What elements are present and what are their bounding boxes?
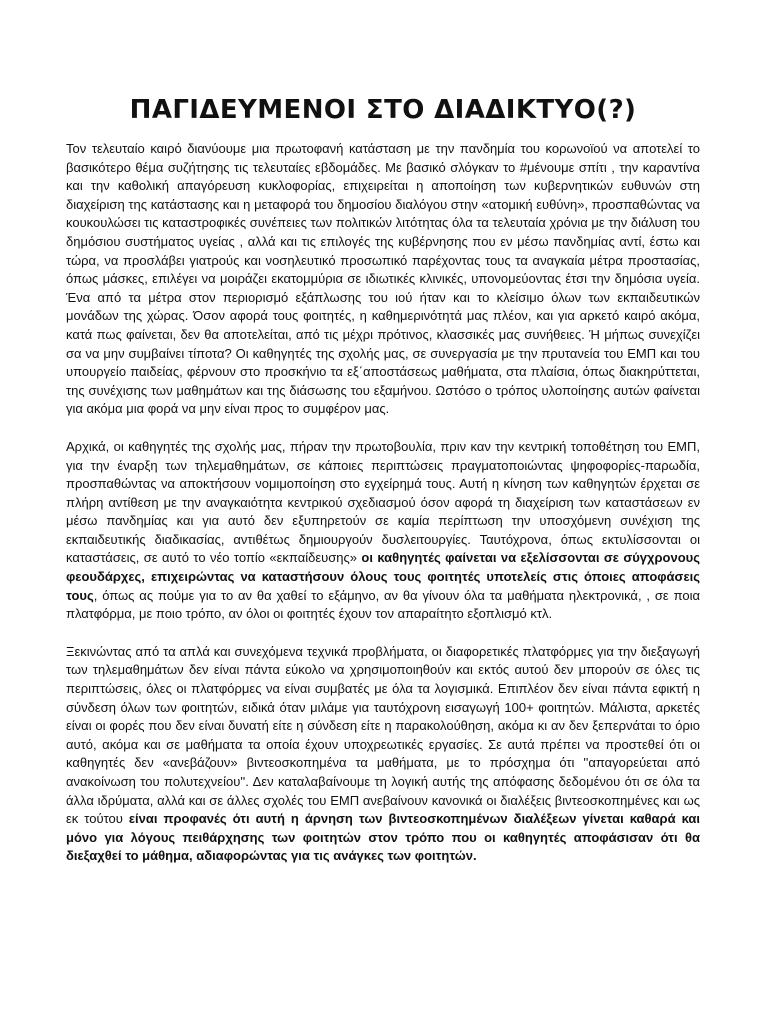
document-title: ΠΑΓΙΔΕΥΜΕΝΟΙ ΣΤΟ ΔΙΑΔΙΚΤΥΟ(?)	[129, 95, 637, 125]
paragraph-1	[66, 140, 700, 419]
paragraph-2-text-start: Αρχικά, οι καθηγητές της σχολής μας, πήραν την πρωτοβουλία, πριν καν την κεντρική τοποθέτηση του ΕΜΠ, για την έναρξη των τηλεμαθημάτων, σε κάποιες περιπτώσεις πραγματοποιώντας ψηφοφορίες-παρωδία, προσπαθώντας να αποκτήσουν νομιμοποίηση στο εγχείρημά τους. Αυτή η κίνηση των καθηγητών έρχεται σε πλήρη αντίθεση με την αναγκαιότητα κεντρικού σχεδιασμού όσον αφορά τη διαχείριση των καταστάσεων εν μέσω πανδημίας και για αυτό δεν εξυπηρετούν σε καμία περίπτωση την υποσχόμενη συνέχιση της εκπαιδευτικής διαδικασίας, αντιθέτως δημιουργούν δυσλειτουργίες. Ταυτόχρονα, όπως εκτυλίσσονται οι καταστάσεις, σε αυτό το νέο τοπίο «εκπαίδευσης»	[66, 438, 700, 566]
paragraph-3-text-start: Ξεκινώντας από τα απλά και συνεχόμενα τεχνικά προβλήματα, οι διαφορετικές πλατφόρμες για την διεξαγωγή των τηλεμαθημάτων δεν είναι πάντα εύκολο να χρησιμοποιηθούν και εκτός αυτού δεν μπορούν σε όλες τις περιπτώσεις, όλες οι πλατφόρμες να είναι συμβατές με όλα τα λογισμικά. Επιπλέον δεν είναι πάντα εφικτή η σύνδεση όλων των φοιτητών, ειδικά όταν μιλάμε για ταυτόχρονη εισαγωγή 100+ φοιτητών. Μάλιστα, αρκετές είναι οι φορές που δεν είναι δυνατή είτε η σύνδεση είτε η παρακολούθηση, ακόμα κι αν δεν ξεπερνάται το όριο αυτό, ακόμα και σε μαθήματα τα οποία έχουν υποχρεωτικές εργασίες. Σε αυτά πρέπει να προστεθεί ότι οι καθηγητές δεν «ανεβάζουν» βιντεοσκοπημένα τα μαθήματα, με το πρόσχημα ότι ''απαγορεύεται από ανακοίνωση του πολυτεχνείου''. Δεν καταλαβαίνουμε τη λογική αυτής της απόφασης δεδομένου ότι σε όλα τα άλλα ιδρύματα, αλλά και σε άλλες σχολές του ΕΜΠ ανεβαίνουν κανονικά οι διαλέξεις βιντεοσκοπημένες και ως εκ τούτου	[66, 643, 700, 827]
paragraph-3	[66, 643, 700, 866]
paragraph-2	[66, 438, 700, 624]
paragraph-2-bold-text: οι καθηγητές φαίνεται να εξελίσσονται σε σύγχρονους φεουδάρχες, επιχειρώντας να καταστήσουν όλους τους φοιτητές υποτελείς στις όποιες αποφάσεις τους	[66, 550, 700, 603]
document-page	[66, 94, 700, 866]
paragraph-2-text-end: , όπως ας πούμε για το αν θα χαθεί το εξάμηνο, αν θα γίνουν όλα τα μαθήματα ηλεκτρονικά, , σε ποια πλατφόρμα, με ποιο τρόπο, αν όλοι οι φοιτητές έχουν τον απαραίτητο εξοπλισμό κτλ.	[66, 587, 700, 622]
paragraph-1-text: Τον τελευταίο καιρό διανύουμε μια πρωτοφανή κατάσταση με την πανδημία του κορωνοϊού να αποτελεί το βασικότερο θέμα συζήτησης τις τελευταίες εβδομάδες. Με βασικό σλόγκαν το #μένουμε σπίτι , την καραντίνα και την καθολική απαγόρευση κυκλοφορίας, επιχειρείται η αποποίηση των κυβερνητικών ευθυνών στη διαχείριση της κατάστασης και η μεταφορά του δημοσίου διαλόγου στην «ατομική ευθύνη», προσπαθώντας να κουκουλώσει τις καταστροφικές συνέπειες των πολιτικών λιτότητας όλα τα τελευταία χρόνια με την διάλυση του δημόσιου συστήματος υγείας , αλλά και τις επιλογές της κυβέρνησης που εν μέσω πανδημίας αντί, έστω και τώρα, να προσλάβει γιατρούς και νοσηλευτικό προσωπικό παρέχοντας τους τα αναγκαία μέτρα προστασίας, όπως μάσκες, επιλέγει να μοιράζει εκατομμύρια σε ιδιωτικές κλινικές, υπονομεύοντας έτσι την δημόσια υγεία. Ένα από τα μέτρα στον περιορισμό εξάπλωσης του ιού ήταν και το κλείσιμο όλων των εκπαιδευτικών μονάδων της χώρας. Όσον αφορά τους φοιτητές, η καθημερινότητά μας πλέον, και για αρκετό καιρό ακόμα, κατά πως φαίνεται, δεν θα αποτελείται, από τις μέχρι πρότινος, κλασσικές μας συνήθειες. Ή μήπως συνεχίζει σα να μην συμβαίνει τίποτα? Οι καθηγητές της σχολής μας, σε συνεργασία με την πρυτανεία του ΕΜΠ και του υπουργείο παιδείας, φέρνουν στο προσκήνιο τα εξ΄αποστάσεως μαθήματα, στα πλαίσια, όπως διακηρύττεται, της συνέχισης των μαθημάτων και της διάσωσης του εξαμήνου. Ωστόσο ο τρόπος υλοποίησης αυτών φαίνεται για ακόμα μια φορά να μην είναι προς το συμφέρον μας.	[66, 141, 700, 417]
paragraph-3-bold-text: είναι προφανές ότι αυτή η άρνηση των βιντεοσκοπημένων διαλέξεων γίνεται καθαρά και μόνο για λόγους πειθάρχησης των φοιτητών στον τρόπο που οι καθηγητές αποφάσισαν ότι θα διεξαχθεί το μάθημα, αδιαφορώντας για τις ανάγκες των φοιτητών.	[66, 811, 700, 864]
